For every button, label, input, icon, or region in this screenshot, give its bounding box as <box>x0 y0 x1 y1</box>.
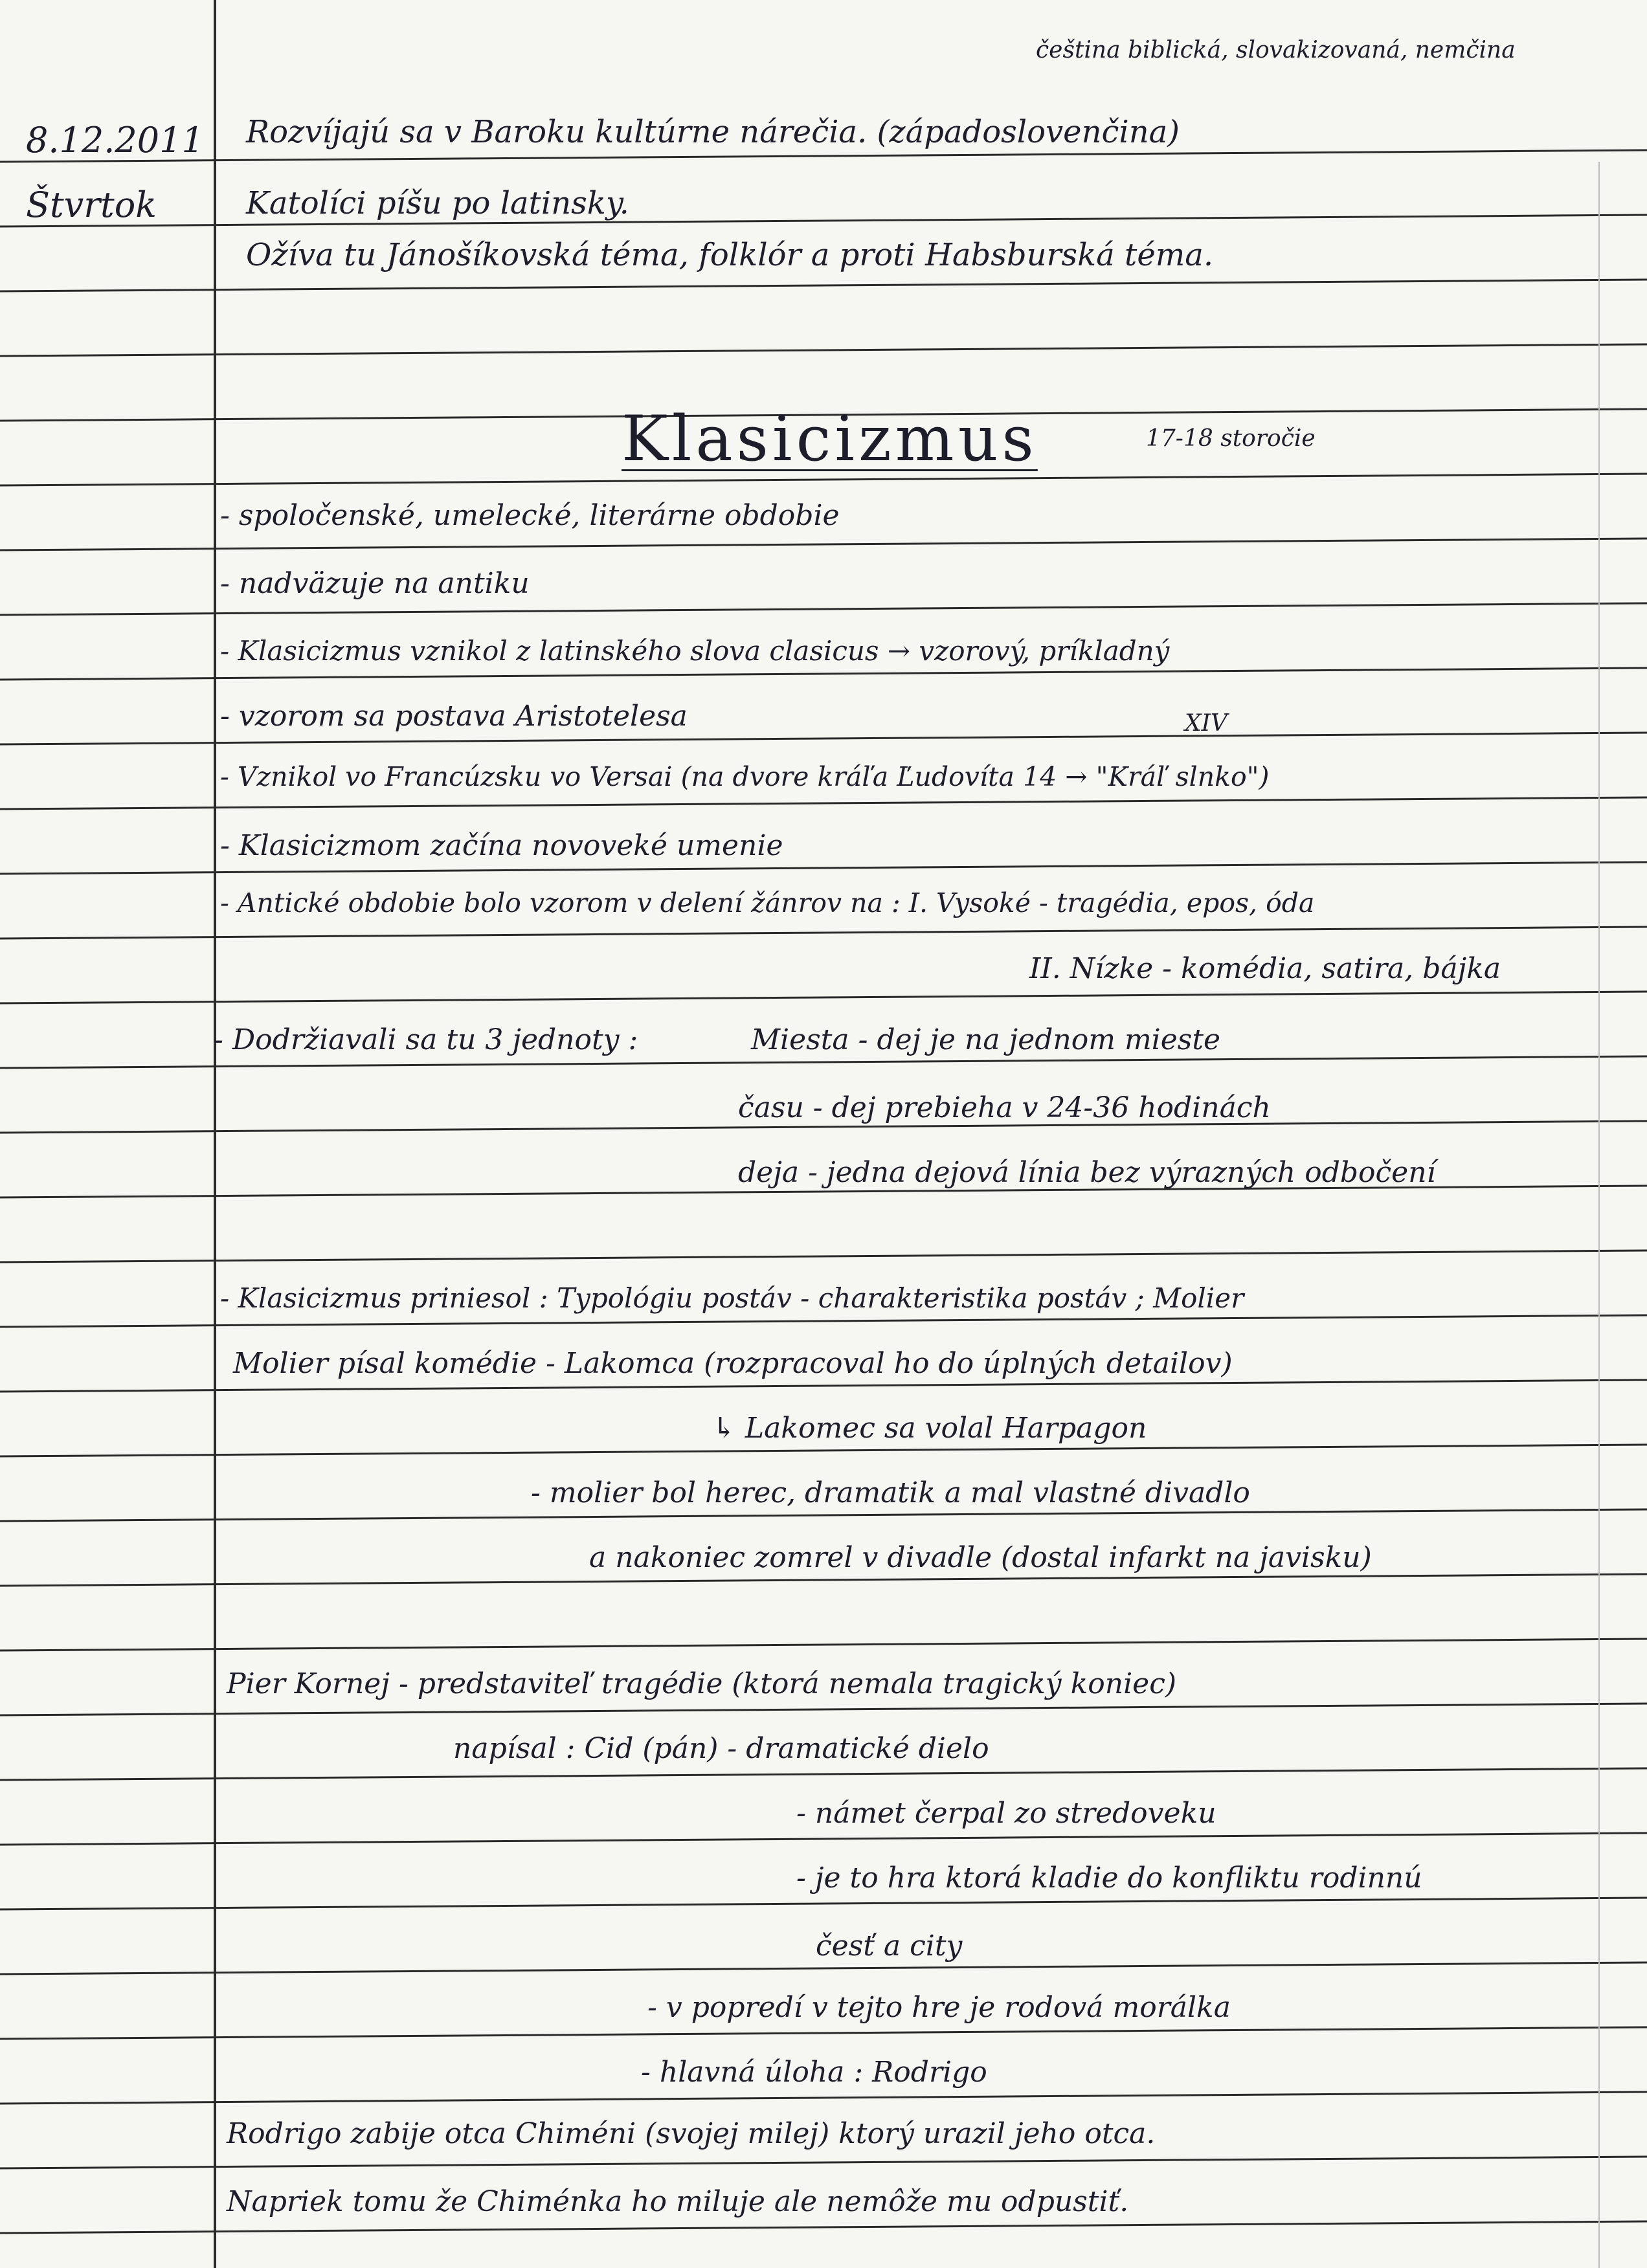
moliere-line-3: ↳ Lakomec sa volal Harpagon <box>712 1412 1147 1445</box>
ruled-line <box>0 1704 1647 1715</box>
bullet-6: - Klasicizmom začína novoveké umenie <box>220 829 783 862</box>
ruled-line <box>0 2221 1647 2233</box>
bullet-8: II. Nízke - komédia, satira, bájka <box>1029 952 1501 985</box>
weekday: Štvrtok <box>26 184 157 225</box>
moliere-line-2: Molier písal komédie - Lakomca (rozpracoval ho do úplných detailov) <box>233 1347 1233 1380</box>
ruled-line <box>0 539 1647 550</box>
corneille-line-2: napísal : Cid (pán) - dramatické dielo <box>453 1732 989 1765</box>
ruled-line <box>0 1445 1647 1456</box>
ruled-line <box>0 474 1647 485</box>
corneille-line-3: - námet čerpal zo stredoveku <box>796 1797 1216 1830</box>
intro-line-1: Rozvíjajú sa v Baroku kultúrne nárečia. (západoslovenčina) <box>246 114 1180 150</box>
section-title: Klasicizmus <box>622 403 1038 475</box>
corneille-line-8: Rodrigo zabije otca Chiméni (svojej milej) ktorý urazil jeho otca. <box>227 2117 1156 2150</box>
intro-line-2: Katolíci píšu po latinsky. <box>246 185 629 221</box>
ruled-line <box>0 2092 1647 2104</box>
top-note: čeština biblická, slovakizovaná, nemčina <box>1036 37 1516 63</box>
corneille-line-5: česť a city <box>816 1929 963 1962</box>
ruled-line <box>0 1574 1647 1586</box>
ruled-line <box>0 1251 1647 1262</box>
corneille-line-6: - v popredí v tejto hre je rodová morálka <box>647 1991 1231 2024</box>
bullet-1: - spoločenské, umelecké, literárne obdobie <box>220 499 840 532</box>
ruled-line <box>0 1315 1647 1327</box>
ruled-line <box>0 280 1647 291</box>
date: 8.12.2011 <box>26 120 204 161</box>
ruled-line <box>0 2027 1647 2039</box>
bullet-5: - Vznikol vo Francúzsku vo Versai (na dvore kráľa Ľudovíta 14 → "Kráľ slnko") <box>220 761 1270 792</box>
unity-time: času - dej prebieha v 24-36 hodinách <box>738 1091 1271 1124</box>
corneille-line-7: - hlavná úloha : Rodrigo <box>641 2056 987 2089</box>
ruled-line <box>0 2157 1647 2168</box>
unity-place: Miesta - dej je na jednom mieste <box>751 1023 1221 1056</box>
ruled-line <box>0 862 1647 874</box>
ruled-line <box>0 1509 1647 1521</box>
ruled-line <box>0 1768 1647 1780</box>
ruled-line <box>0 992 1647 1003</box>
ruled-line <box>0 927 1647 939</box>
unities-lead: - Dodržiavali sa tu 3 jednoty : <box>214 1023 638 1056</box>
moliere-line-4: - molier bol herec, dramatik a mal vlastné divadlo <box>531 1476 1250 1509</box>
ruled-line <box>0 1639 1647 1651</box>
bullet-2: - nadväzuje na antiku <box>220 567 530 600</box>
ruled-line <box>0 797 1647 809</box>
roman-superscript: XIV <box>1185 710 1227 737</box>
ruled-line <box>0 1962 1647 1974</box>
corneille-line-4: - je to hra ktorá kladie do konfliktu rodinnú <box>796 1862 1422 1895</box>
section-period: 17-18 storočie <box>1146 425 1316 452</box>
intro-line-3: Ožíva tu Jánošíkovská téma, folklór a proti Habsburská téma. <box>246 237 1214 273</box>
corneille-line-9: Napriek tomu že Chiménka ho miluje ale nemôže mu odpustiť. <box>227 2185 1129 2218</box>
moliere-line-1: - Klasicizmus priniesol : Typológiu postáv - charakteristika postáv ; Molier <box>220 1282 1244 1314</box>
ruled-line <box>0 150 1647 162</box>
ruled-line <box>0 1898 1647 1909</box>
unity-action: deja - jedna dejová línia bez výrazných odbočení <box>738 1156 1436 1189</box>
ruled-line <box>0 1380 1647 1392</box>
ruled-line <box>0 344 1647 356</box>
bullet-3: - Klasicizmus vznikol z latinského slova clasicus → vzorový, príkladný <box>220 635 1170 667</box>
ruled-line <box>0 1833 1647 1845</box>
ruled-line <box>0 603 1647 615</box>
bullet-7: - Antické obdobie bolo vzorom v delení žánrov na : I. Vysoké - tragédia, epos, óda <box>220 887 1315 918</box>
moliere-line-5: a nakoniec zomrel v divadle (dostal infarkt na javisku) <box>589 1541 1372 1574</box>
ruled-line <box>0 733 1647 744</box>
bullet-4: - vzorom sa postava Aristotelesa <box>220 700 688 733</box>
ruled-line <box>0 668 1647 680</box>
corneille-line-1: Pier Kornej - predstaviteľ tragédie (ktorá nemala tragický koniec) <box>227 1667 1176 1700</box>
ruled-line <box>0 1056 1647 1068</box>
